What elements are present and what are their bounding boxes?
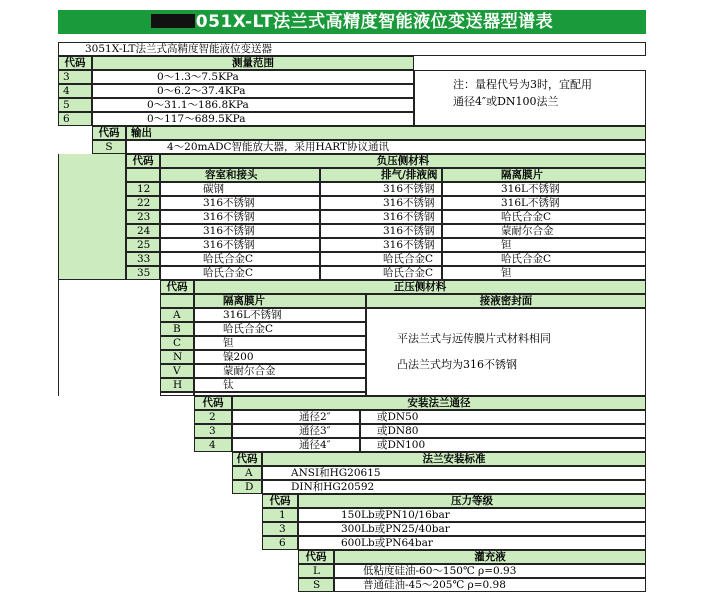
flange-size-code: 3 [194, 424, 232, 438]
high-spacer [160, 392, 194, 396]
title-banner [58, 10, 646, 34]
range-note-line1: 注：量程代号为3时，宜配用 [453, 78, 592, 91]
flange-std-code-header: 代码 [232, 452, 262, 466]
low-blank [126, 168, 160, 182]
high-col1: 隔离膜片 [194, 294, 366, 308]
low-diaphragm: 蒙耐尔合金 [442, 224, 646, 238]
flange-std-header: 法兰安装标准 [262, 452, 646, 466]
page-title: 051X-LT法兰式高精度智能液位变送器型谱表 [195, 12, 554, 32]
low-code: 23 [126, 210, 160, 224]
high-code: C [160, 336, 194, 350]
flange-size-dn: 或DN80 [360, 424, 646, 438]
high-note [366, 308, 646, 396]
range-header: 测量范围 [92, 56, 414, 70]
low-col2: 排气/排液阀 [320, 168, 442, 182]
low-diaphragm: 316L不锈钢 [442, 182, 646, 196]
fill-header: 灌充液 [334, 550, 646, 564]
range-code: 5 [58, 98, 92, 112]
range-note [414, 70, 646, 126]
low-diaphragm: 钽 [442, 238, 646, 252]
model-name: 3051X-LT法兰式高精度智能液位变送器 [85, 42, 272, 55]
low-code: 22 [126, 196, 160, 210]
low-vent: 316不锈钢 [320, 210, 442, 224]
low-chamber: 碳钢 [160, 182, 320, 196]
low-vent: 316不锈钢 [320, 196, 442, 210]
high-code-header: 代码 [160, 280, 194, 294]
high-blank [160, 294, 194, 308]
pressure-code: 6 [262, 536, 298, 550]
model-row [58, 42, 646, 56]
low-diaphragm: 哈氏合金C [442, 210, 646, 224]
fill-code: L [298, 564, 334, 578]
output-code: S [92, 140, 126, 154]
left-margin-high [58, 280, 160, 396]
low-chamber: 316不锈钢 [160, 224, 320, 238]
low-vent: 316不锈钢 [320, 224, 442, 238]
high-note-line2: 凸法兰式均为316不锈钢 [397, 358, 517, 371]
flange-std-code: A [232, 466, 262, 480]
high-col2: 接液密封面 [366, 294, 646, 308]
flange-size-inch: 通径3″ [232, 424, 360, 438]
fill-value: 低粘度硅油-60～150℃ ρ=0.93 [334, 564, 646, 578]
pressure-code: 1 [262, 508, 298, 522]
range-code: 4 [58, 84, 92, 98]
low-code: 25 [126, 238, 160, 252]
flange-size-inch: 通径2″ [232, 410, 360, 424]
low-code-header: 代码 [126, 154, 160, 168]
output-value: 4～20mADC智能放大器，采用HART协议通讯 [126, 140, 646, 154]
range-value: 0～1.3～7.5KPa [92, 70, 414, 84]
flange-size-code: 4 [194, 438, 232, 452]
pressure-value: 150Lb或PN10/16bar [298, 508, 646, 522]
flange-size-dn: 或DN50 [360, 410, 646, 424]
pressure-code: 3 [262, 522, 298, 536]
high-diaphragm: 316L不锈钢 [194, 308, 366, 322]
flange-size-inch: 通径4″ [232, 438, 360, 452]
high-diaphragm: 哈氏合金C [194, 322, 366, 336]
high-code: N [160, 350, 194, 364]
high-diaphragm: 钛 [194, 378, 366, 392]
low-chamber: 哈氏合金C [160, 252, 320, 266]
range-value: 0～31.1～186.8KPa [92, 98, 414, 112]
low-code: 35 [126, 266, 160, 280]
low-chamber: 316不锈钢 [160, 210, 320, 224]
high-note-line1: 平法兰式与远传膜片式材料相同 [397, 332, 551, 345]
fill-code: S [298, 578, 334, 592]
low-col1: 容室和接头 [160, 168, 320, 182]
low-vent: 316不锈钢 [320, 182, 442, 196]
low-diaphragm: 316L不锈钢 [442, 196, 646, 210]
low-vent: 哈氏合金C [320, 266, 442, 280]
fill-value: 普通硅油-45～205℃ ρ=0.98 [334, 578, 646, 592]
high-code: V [160, 364, 194, 378]
pressure-code-header: 代码 [262, 494, 298, 508]
high-diaphragm: 蒙耐尔合金 [194, 364, 366, 378]
high-code: A [160, 308, 194, 322]
flange-size-code-header: 代码 [194, 396, 232, 410]
pressure-value: 300Lb或PN25/40bar [298, 522, 646, 536]
flange-std-value: ANSI和HG20615 [262, 466, 646, 480]
left-margin-low [58, 154, 126, 280]
range-note-line2: 通径4″或DN100法兰 [453, 95, 559, 108]
low-vent: 哈氏合金C [320, 252, 442, 266]
low-col3: 隔离膜片 [442, 168, 646, 182]
high-code: B [160, 322, 194, 336]
range-code-header: 代码 [58, 56, 92, 70]
output-header: 输出 [126, 126, 646, 140]
flange-size-dn: 或DN100 [360, 438, 646, 452]
high-diaphragm: 钽 [194, 336, 366, 350]
low-side-header: 负压侧材料 [160, 154, 646, 168]
low-code: 33 [126, 252, 160, 266]
high-side-header: 正压侧材料 [194, 280, 646, 294]
flange-std-value: DIN和HG20592 [262, 480, 646, 494]
low-diaphragm: 钽 [442, 266, 646, 280]
flange-size-header: 安装法兰通径 [232, 396, 646, 410]
range-code: 6 [58, 112, 92, 126]
low-chamber: 哈氏合金C [160, 266, 320, 280]
low-diaphragm: 哈氏合金C [442, 252, 646, 266]
flange-std-code: D [232, 480, 262, 494]
range-code: 3 [58, 70, 92, 84]
high-diaphragm: 镍200 [194, 350, 366, 364]
low-chamber: 316不锈钢 [160, 238, 320, 252]
pressure-header: 压力等级 [298, 494, 646, 508]
output-code-header: 代码 [92, 126, 126, 140]
low-code: 12 [126, 182, 160, 196]
range-value: 0～6.2～37.4KPa [92, 84, 414, 98]
flange-size-code: 2 [194, 410, 232, 424]
low-chamber: 316不锈钢 [160, 196, 320, 210]
low-vent: 316不锈钢 [320, 238, 442, 252]
fill-code-header: 代码 [298, 550, 334, 564]
high-code: H [160, 378, 194, 392]
range-value: 0～117～689.5KPa [92, 112, 414, 126]
pressure-value: 600Lb或PN64bar [298, 536, 646, 550]
redaction-block [151, 14, 195, 28]
low-code: 24 [126, 224, 160, 238]
